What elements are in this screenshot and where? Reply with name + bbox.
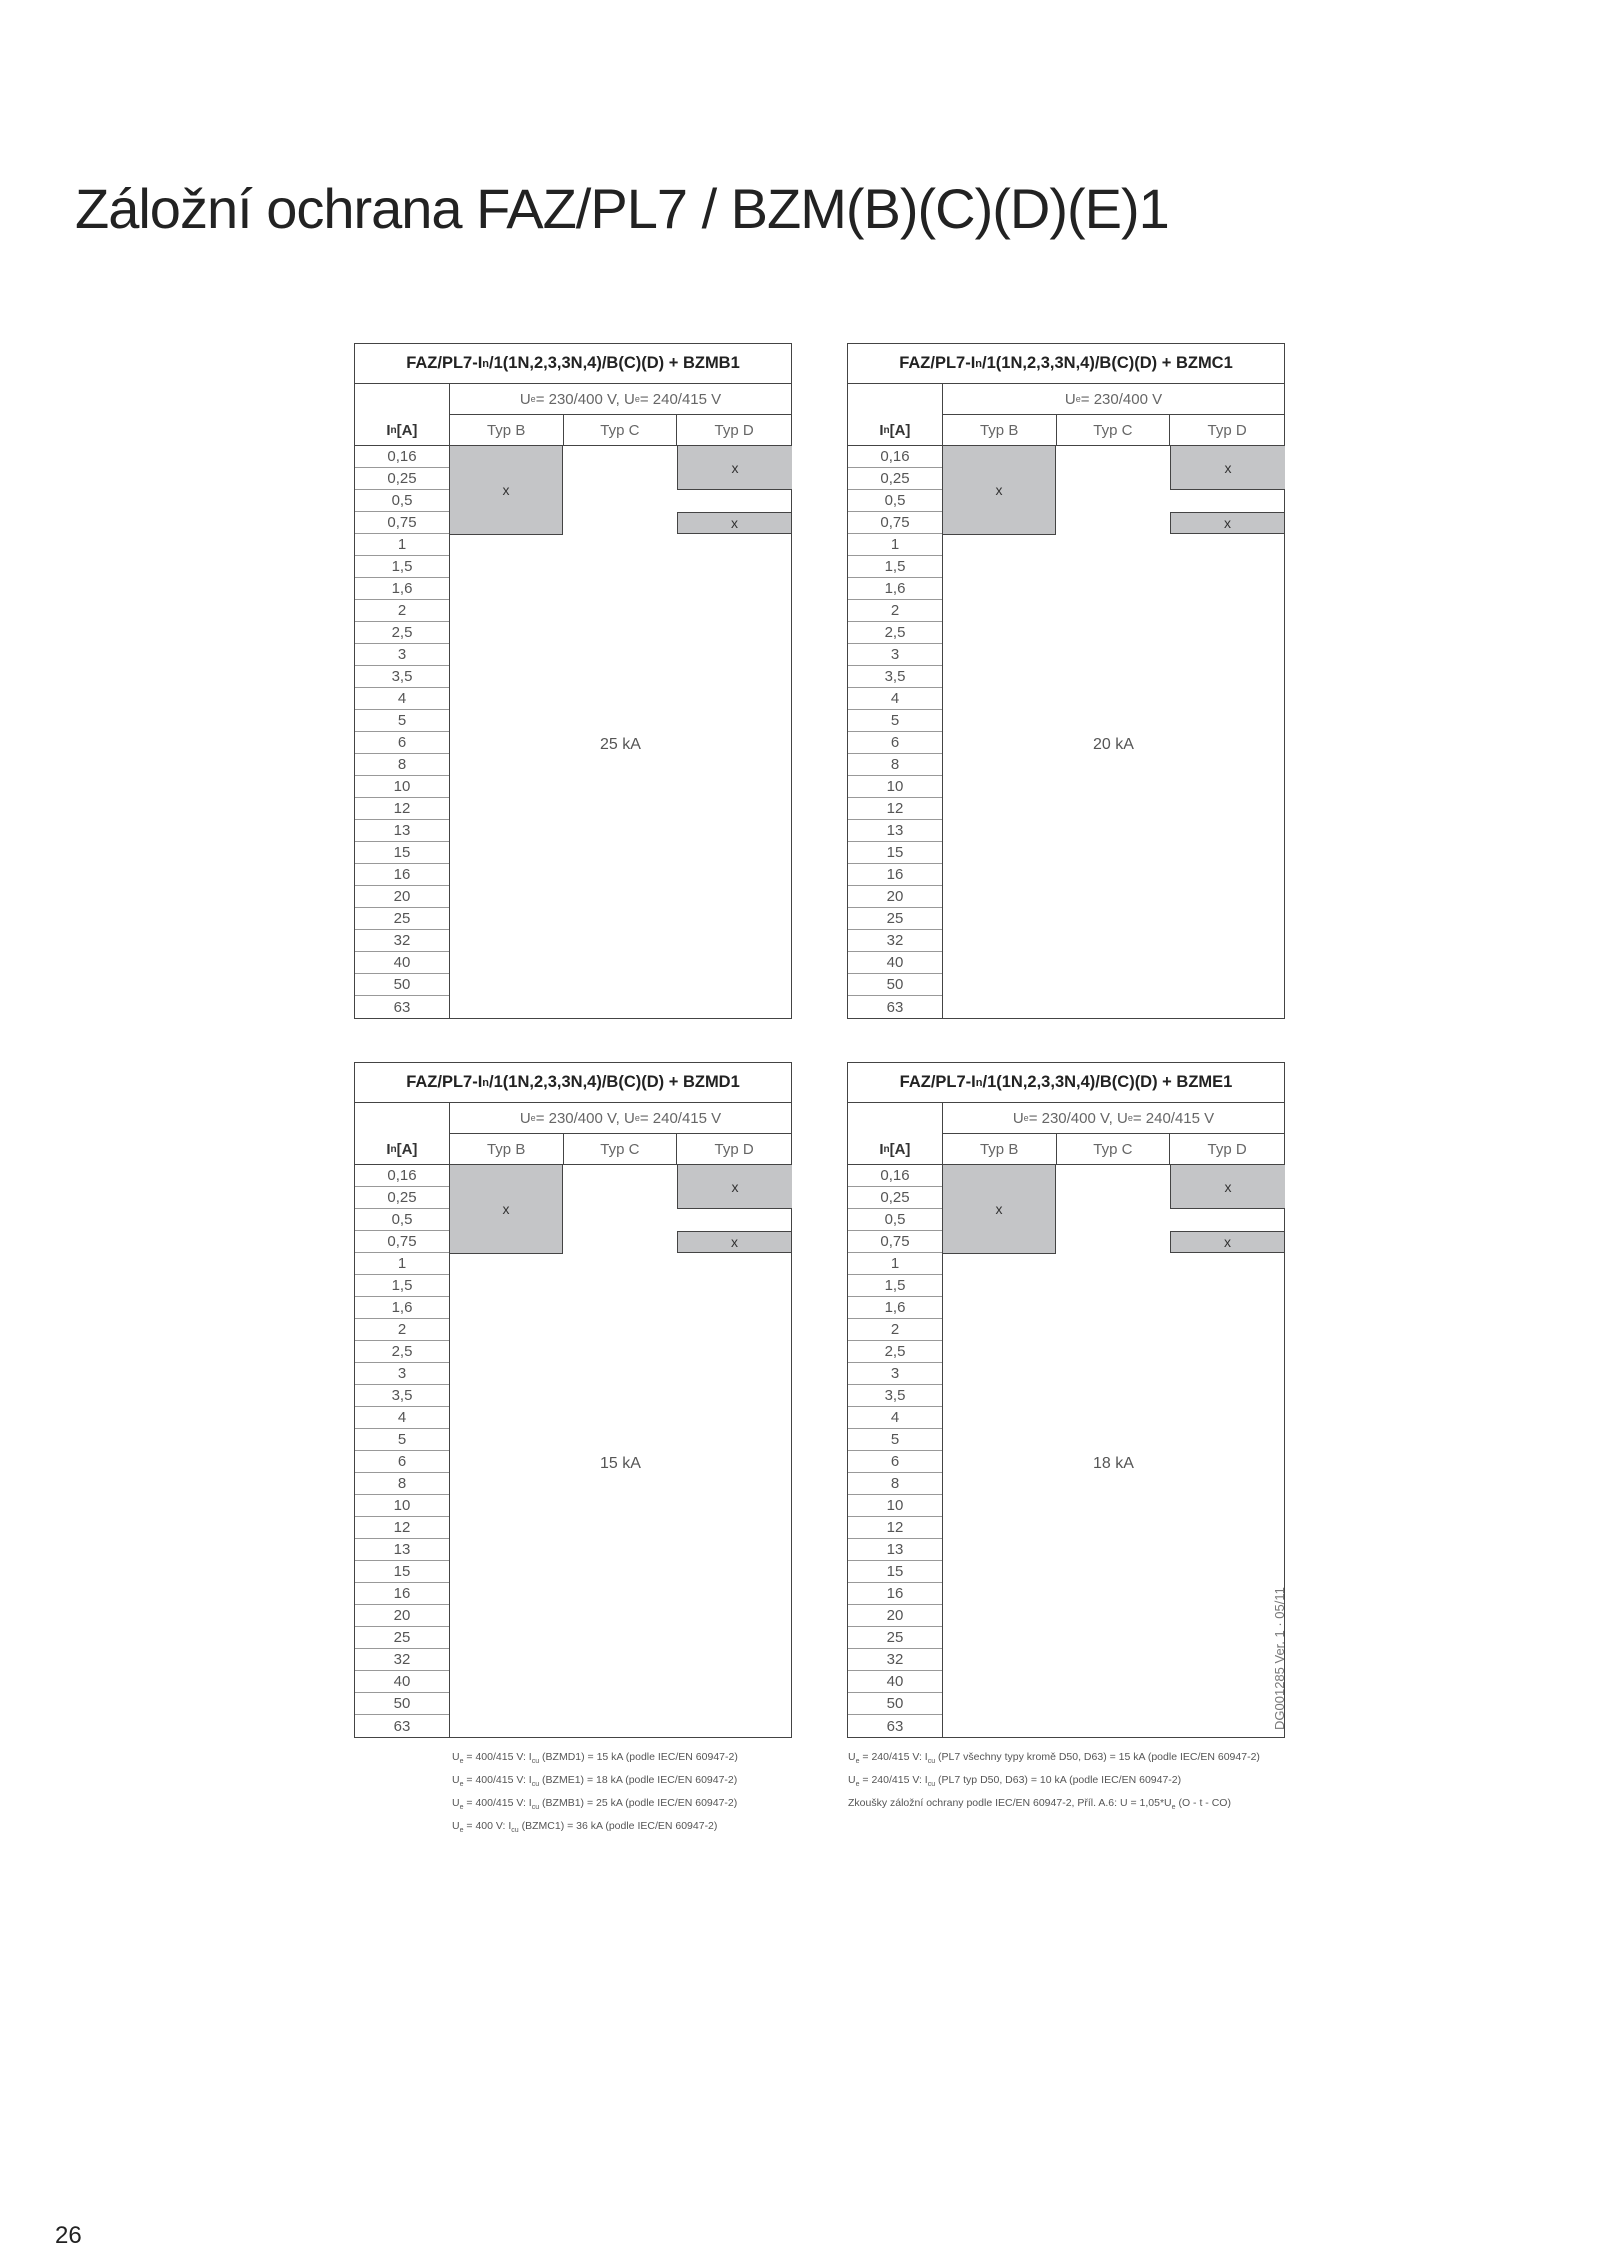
rated-current-cell: 16 xyxy=(848,864,942,886)
rated-current-cell: 0,25 xyxy=(848,1187,942,1209)
table-body xyxy=(848,1165,1284,1737)
table-body xyxy=(355,1165,791,1737)
rated-current-cell: 0,25 xyxy=(848,468,942,490)
not-applicable-typ-d-low: x xyxy=(1170,1165,1285,1209)
not-applicable-typ-d-075: x xyxy=(1170,512,1284,534)
rated-current-header: I n [A] xyxy=(386,421,418,439)
rated-current-cell: 1,6 xyxy=(355,1297,449,1319)
rated-current-cell: 13 xyxy=(355,820,449,842)
rated-current-cell: 12 xyxy=(355,1517,449,1539)
column-header-typ-b: Typ B xyxy=(942,415,1056,445)
column-header-typ-c: Typ C xyxy=(563,1134,677,1164)
not-applicable-typ-b: x xyxy=(943,1165,1056,1254)
rated-current-cell: 16 xyxy=(848,1583,942,1605)
column-header-typ-c: Typ C xyxy=(1056,1134,1170,1164)
document-code: DG001285 Ver. 1 · 05/11 xyxy=(1272,1587,1287,1730)
rated-current-header: I n [A] xyxy=(386,1140,418,1158)
rated-current-cell: 2 xyxy=(848,1319,942,1341)
rated-current-cell: 6 xyxy=(848,1451,942,1473)
rated-current-cell: 10 xyxy=(848,1495,942,1517)
rated-current-cell: 20 xyxy=(848,886,942,908)
rated-current-cell: 25 xyxy=(848,1627,942,1649)
rated-current-cell: 0,25 xyxy=(355,1187,449,1209)
table-title: FAZ/PL7-I n /1(1N,2,3,3N,4)/B(C)(D) + BZME1 xyxy=(848,1063,1284,1103)
rated-current-cell: 20 xyxy=(355,1605,449,1627)
rated-voltage: U e = 230/400 V, U e = 240/415 V xyxy=(942,1103,1284,1134)
not-applicable-typ-d-075: x xyxy=(1170,1231,1284,1253)
rated-current-cell: 1 xyxy=(355,1253,449,1275)
rated-current-cell: 13 xyxy=(848,1539,942,1561)
column-header-row xyxy=(355,1134,791,1165)
rated-current-cell: 2,5 xyxy=(848,1341,942,1363)
backup-protection-table xyxy=(354,1062,792,1738)
backup-protection-table xyxy=(354,343,792,1019)
rated-current-cell: 63 xyxy=(886,998,904,1016)
rated-current-cell: 10 xyxy=(355,1495,449,1517)
column-header-typ-d: Typ D xyxy=(1169,1134,1284,1164)
rated-current-cell: 15 xyxy=(355,842,449,864)
rated-current-cell: 3,5 xyxy=(848,1385,942,1407)
rated-current-cell: 12 xyxy=(355,798,449,820)
not-applicable-typ-b: x xyxy=(450,1165,563,1254)
rated-current-cell: 2 xyxy=(848,600,942,622)
rated-current-cell: 50 xyxy=(848,974,942,996)
rated-current-cell: 4 xyxy=(848,1407,942,1429)
rated-current-cell: 50 xyxy=(355,1693,449,1715)
rated-current-cell: 1,5 xyxy=(848,556,942,578)
rated-current-cell: 16 xyxy=(355,864,449,886)
rated-current-cell: 13 xyxy=(848,820,942,842)
rated-current-cell: 40 xyxy=(355,1671,449,1693)
rated-current-cell: 0,5 xyxy=(355,1209,449,1231)
not-applicable-typ-d-075: x xyxy=(677,1231,791,1253)
rated-current-cell: 25 xyxy=(355,1627,449,1649)
column-header-row xyxy=(848,1134,1284,1165)
rated-voltage: U e = 230/400 V, U e = 240/415 V xyxy=(449,384,791,415)
rated-current-cell: 1,5 xyxy=(848,1275,942,1297)
table-title: FAZ/PL7-I n /1(1N,2,3,3N,4)/B(C)(D) + BZMB1 xyxy=(355,344,791,384)
rated-current-cell: 63 xyxy=(886,1717,904,1735)
rated-current-column xyxy=(355,1165,449,1737)
rated-current-cell: 0,5 xyxy=(848,1209,942,1231)
rated-current-cell: 63 xyxy=(393,1717,411,1735)
short-circuit-rating: 25 kA xyxy=(600,736,641,753)
rated-current-cell: 12 xyxy=(848,798,942,820)
rated-current-cell: 3 xyxy=(355,1363,449,1385)
rated-current-cell: 1 xyxy=(848,1253,942,1275)
rated-current-cell: 20 xyxy=(355,886,449,908)
rated-current-cell: 3 xyxy=(355,644,449,666)
rated-current-cell: 1,6 xyxy=(848,1297,942,1319)
rated-current-cell: 40 xyxy=(848,952,942,974)
rated-voltage: U e = 230/400 V, U e = 240/415 V xyxy=(449,1103,791,1134)
rated-current-cell: 0,5 xyxy=(848,490,942,512)
rated-current-cell: 3 xyxy=(848,644,942,666)
table-title: FAZ/PL7-I n /1(1N,2,3,3N,4)/B(C)(D) + BZMD1 xyxy=(355,1063,791,1103)
rated-current-cell: 4 xyxy=(355,688,449,710)
rated-current-column xyxy=(848,1165,942,1737)
column-header-typ-b: Typ B xyxy=(942,1134,1056,1164)
rated-current-cell: 1,6 xyxy=(355,578,449,600)
rated-current-cell: 4 xyxy=(848,688,942,710)
rated-current-cell: 15 xyxy=(848,842,942,864)
rated-current-header: I n [A] xyxy=(879,1140,911,1158)
rated-current-cell: 0,5 xyxy=(355,490,449,512)
rated-current-cell: 1,5 xyxy=(355,1275,449,1297)
rated-current-cell: 5 xyxy=(355,710,449,732)
table-body xyxy=(355,446,791,1018)
short-circuit-rating: 15 kA xyxy=(600,1455,641,1472)
column-header-row xyxy=(848,415,1284,446)
footnotes-left xyxy=(452,1748,738,1840)
rated-current-cell: 0,16 xyxy=(355,1165,449,1187)
not-applicable-typ-b: x xyxy=(450,446,563,535)
rated-current-cell: 16 xyxy=(355,1583,449,1605)
rated-current-cell: 63 xyxy=(393,998,411,1016)
backup-protection-table xyxy=(847,343,1285,1019)
rated-current-cell: 32 xyxy=(355,1649,449,1671)
rated-current-cell: 3,5 xyxy=(355,666,449,688)
column-header-typ-d: Typ D xyxy=(1169,415,1284,445)
table-title: FAZ/PL7-I n /1(1N,2,3,3N,4)/B(C)(D) + BZMC1 xyxy=(848,344,1284,384)
rated-current-cell: 20 xyxy=(848,1605,942,1627)
rated-current-cell: 8 xyxy=(355,754,449,776)
not-applicable-typ-d-low: x xyxy=(677,446,792,490)
rated-current-cell: 6 xyxy=(848,732,942,754)
rated-current-cell: 6 xyxy=(355,732,449,754)
column-header-typ-c: Typ C xyxy=(563,415,677,445)
rated-current-cell: 3 xyxy=(848,1363,942,1385)
rated-current-cell: 10 xyxy=(848,776,942,798)
rated-current-cell: 3,5 xyxy=(355,1385,449,1407)
rated-current-cell: 8 xyxy=(848,1473,942,1495)
rated-current-cell: 2,5 xyxy=(355,1341,449,1363)
rated-current-cell: 50 xyxy=(848,1693,942,1715)
rated-current-cell: 32 xyxy=(848,1649,942,1671)
rated-current-cell: 10 xyxy=(355,776,449,798)
rated-current-cell: 2,5 xyxy=(848,622,942,644)
rated-current-cell: 0,25 xyxy=(355,468,449,490)
column-header-typ-b: Typ B xyxy=(449,1134,563,1164)
not-applicable-typ-d-low: x xyxy=(677,1165,792,1209)
rated-current-column xyxy=(848,446,942,1018)
rated-current-cell: 0,75 xyxy=(848,1231,942,1253)
rated-current-cell: 0,16 xyxy=(848,446,942,468)
rated-current-column xyxy=(355,446,449,1018)
rated-current-header: I n [A] xyxy=(879,421,911,439)
short-circuit-rating: 18 kA xyxy=(1093,1455,1134,1472)
not-applicable-typ-b: x xyxy=(943,446,1056,535)
rated-current-cell: 2 xyxy=(355,600,449,622)
rated-current-cell: 40 xyxy=(848,1671,942,1693)
column-header-row xyxy=(355,415,791,446)
footnote-line: $U_e = 400/415$ V: $I_{cu}$ (BZME1) = 18 kA (podle IEC/EN 60947-2) xyxy=(452,1774,738,1789)
rated-current-cell: 2,5 xyxy=(355,622,449,644)
rated-current-cell: 1 xyxy=(848,534,942,556)
rated-current-cell: 1,5 xyxy=(355,556,449,578)
footnote-line: $U_e = 240/415$ V: $I_{cu}$ (PL7 typ D50, D63) = 10 kA (podle IEC/EN 60947-2) xyxy=(848,1774,1182,1789)
rated-current-cell: 5 xyxy=(848,710,942,732)
rated-current-cell: 5 xyxy=(848,1429,942,1451)
column-header-typ-d: Typ D xyxy=(676,415,791,445)
backup-protection-table xyxy=(847,1062,1285,1738)
table-body xyxy=(848,446,1284,1018)
page-title: Záložní ochrana FAZ/PL7 / BZM(B)(C)(D)(E)1 xyxy=(75,177,1169,240)
rated-current-cell: 0,16 xyxy=(848,1165,942,1187)
rated-current-cell: 40 xyxy=(355,952,449,974)
rated-current-cell: 0,75 xyxy=(848,512,942,534)
rated-current-cell: 0,16 xyxy=(355,446,449,468)
short-circuit-rating: 20 kA xyxy=(1093,736,1134,753)
not-applicable-typ-d-low: x xyxy=(1170,446,1285,490)
rated-current-cell: 8 xyxy=(355,1473,449,1495)
rated-current-cell: 15 xyxy=(848,1561,942,1583)
rated-current-cell: 4 xyxy=(355,1407,449,1429)
rated-current-cell: 2 xyxy=(355,1319,449,1341)
rated-current-cell: 15 xyxy=(355,1561,449,1583)
rated-current-cell: 0,75 xyxy=(355,1231,449,1253)
rated-current-cell: 50 xyxy=(355,974,449,996)
rated-current-cell: 32 xyxy=(355,930,449,952)
footnote-line: $U_e = 400/415$ V: $I_{cu}$ (BZMD1) = 15 kA (podle IEC/EN 60947-2) xyxy=(452,1751,738,1766)
rated-current-cell: 1,6 xyxy=(848,578,942,600)
column-header-typ-c: Typ C xyxy=(1056,415,1170,445)
rated-current-cell: 1 xyxy=(355,534,449,556)
footnote-line: $U_e = 400$ V: $I_{cu}$ (BZMC1) = 36 kA (podle IEC/EN 60947-2) xyxy=(452,1820,718,1835)
rated-current-cell: 12 xyxy=(848,1517,942,1539)
column-header-typ-d: Typ D xyxy=(676,1134,791,1164)
rated-current-cell: 5 xyxy=(355,1429,449,1451)
rated-current-cell: 3,5 xyxy=(848,666,942,688)
column-header-typ-b: Typ B xyxy=(449,415,563,445)
rated-current-cell: 25 xyxy=(355,908,449,930)
footnote-line: $U_e = 400/415$ V: $I_{cu}$ (BZMB1) = 25 kA (podle IEC/EN 60947-2) xyxy=(452,1797,738,1812)
footnotes-right xyxy=(848,1748,1260,1817)
rated-current-cell: 8 xyxy=(848,754,942,776)
footnote-line: Zkoušky záložní ochrany podle IEC/EN 60947-2, Příl. A.6: $U = 1,05*U_e$ (O - t - CO) xyxy=(848,1797,1231,1812)
rated-current-cell: 13 xyxy=(355,1539,449,1561)
page-number: 26 xyxy=(55,2222,82,2249)
rated-current-cell: 0,75 xyxy=(355,512,449,534)
rated-current-cell: 25 xyxy=(848,908,942,930)
rated-current-cell: 6 xyxy=(355,1451,449,1473)
rated-current-cell: 32 xyxy=(848,930,942,952)
not-applicable-typ-d-075: x xyxy=(677,512,791,534)
rated-voltage: U e = 230/400 V xyxy=(942,384,1284,415)
footnote-line: $U_e = 240/415$ V: $I_{cu}$ (PL7 všechny typy kromě D50, D63) = 15 kA (podle IEC/EN 60947-2) xyxy=(848,1751,1260,1766)
